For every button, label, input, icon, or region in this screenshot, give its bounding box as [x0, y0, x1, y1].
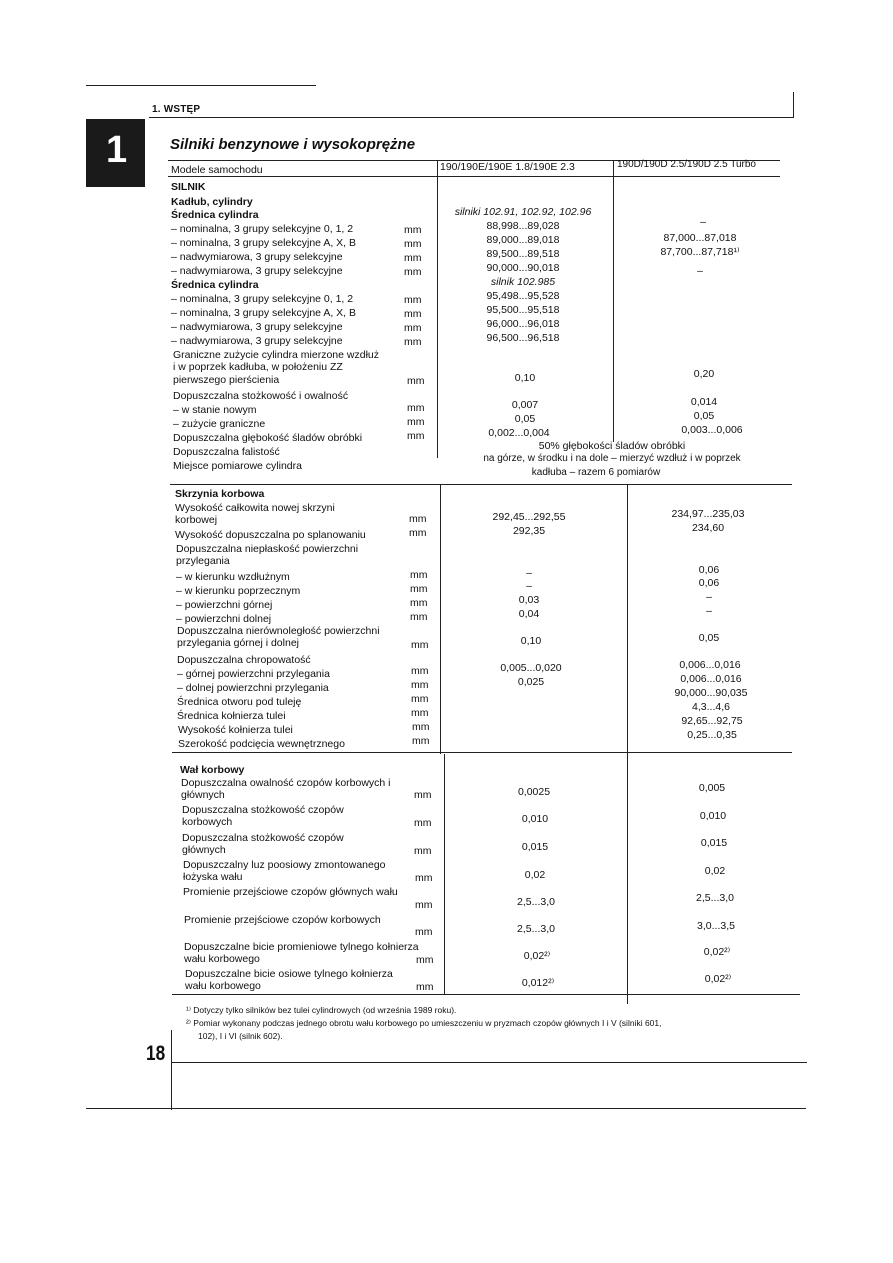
chropow-label: Dopuszczalna chropowatość — [177, 654, 311, 666]
silnik-row-unit: mm — [404, 224, 422, 236]
nowy-unit: mm — [407, 402, 425, 414]
podciecie-value-2: 0,25...0,35 — [687, 729, 737, 741]
silnik-row-unit: mm — [404, 308, 422, 320]
kolnierz-value-2: 4,3...4,6 — [692, 701, 730, 713]
wys-unit: mm — [409, 513, 427, 525]
stoz-k-label: Dopuszczalna stożkowość czopów korbowych — [182, 804, 344, 829]
plan-unit: mm — [409, 527, 427, 539]
silnik-row-label: – nadwymiarowa, 3 grupy selekcyjne — [171, 335, 343, 347]
col2-divider-2 — [627, 484, 628, 1004]
stoz-g-value-2: 0,015 — [700, 837, 728, 849]
stoz-k-value-1: 0,010 — [521, 813, 549, 825]
luz-unit: mm — [415, 872, 433, 884]
zuzycie-value-1: 0,10 — [514, 372, 536, 384]
dolna-chr-label: – dolnej powierzchni przylegania — [177, 682, 329, 694]
silnik-row-unit: mm — [404, 266, 422, 278]
glebokosc-value-1: 0,002...0,004 — [488, 427, 550, 439]
gorna-chr-unit: mm — [411, 665, 429, 677]
silnik-row-label: – nominalna, 3 grupy selekcyjne 0, 1, 2 — [171, 293, 354, 305]
header-bottom-rule — [168, 176, 780, 177]
nowy-value-1: 0,007 — [511, 399, 539, 411]
silnik-row-value-2: – — [700, 216, 706, 228]
nierown-label: Dopuszczalna nierównoległość powierzchni przylegania górnej i dolnej — [177, 625, 380, 650]
left-margin-rule — [171, 1030, 172, 1110]
owal-value-2: 0,005 — [698, 782, 726, 794]
bicie-p-label: Dopuszczalne bicie promieniowe tylnego kołnierza wału korbowego — [184, 941, 419, 966]
prom-g-value-1: 2,5...3,0 — [517, 896, 555, 908]
prom-k-value-1: 2,5...3,0 — [517, 923, 555, 935]
prom-g-label: Promienie przejściowe czopów głównych wału — [183, 886, 398, 898]
graniczne-label: – zużycie graniczne — [173, 418, 266, 430]
stoz-g-value-1: 0,015 — [521, 841, 549, 853]
poprzeczny-value-2: 0,06 — [698, 577, 720, 589]
bicie-p-unit: mm — [416, 954, 434, 966]
zuzycie-value-2: 0,20 — [693, 368, 715, 380]
silnik-row-value-1: 95,498...95,528 — [486, 290, 560, 302]
nowy-value-2: 0,014 — [690, 396, 718, 408]
stoz-k-unit: mm — [414, 817, 432, 829]
nierown-value-2: 0,05 — [698, 632, 720, 644]
kolnierz-unit: mm — [411, 707, 429, 719]
plan-value-2: 234,60 — [691, 522, 725, 534]
nowy-label: – w stanie nowym — [173, 404, 257, 416]
col1-divider-2 — [440, 484, 441, 754]
stozkowosc-label: Dopuszczalna stożkowość i owalność — [173, 390, 349, 402]
silnik-row-value-1: 89,500...89,518 — [486, 248, 560, 260]
running-header: 1. WSTĘP — [152, 104, 201, 115]
silnik-row-unit: mm — [404, 252, 422, 264]
silnik-row-unit: mm — [404, 238, 422, 250]
zuzycie-unit: mm — [407, 375, 425, 387]
wys-value-1: 292,45...292,55 — [492, 511, 566, 523]
luz-label: Dopuszczalny luz poosiowy zmontowanego łożyska wału — [183, 859, 386, 884]
footnote-2-line1: ²⁾ Pomiar wykonany podczas jednego obrotu wału korbowego po umieszczeniu w pryzmach czopów głównych I i V (silniki 601, — [186, 1018, 662, 1028]
prom-g-value-2: 2,5...3,0 — [696, 892, 734, 904]
gorna-label: – powierzchni górnej — [176, 599, 273, 611]
section-heading-silnik: SILNIK — [171, 181, 206, 193]
col1-divider-3 — [444, 754, 445, 994]
silnik-row-value-1: 96,500...96,518 — [486, 332, 560, 344]
bicie-o-unit: mm — [416, 981, 434, 993]
miejsce-value-line1: na górze, w środku i na dole – mierzyć wzdłuż i w poprzek — [483, 453, 741, 464]
graniczne-unit: mm — [407, 416, 425, 428]
kolnierz-label: Średnica kołnierza tulei — [177, 710, 286, 722]
page-title: Silniki benzynowe i wysokoprężne — [170, 136, 416, 153]
wys-kol-unit: mm — [412, 721, 430, 733]
graniczne-value-1: 0,05 — [514, 413, 536, 425]
otwor-label: Średnica otworu pod tuleję — [177, 696, 302, 708]
wzdluzny-unit: mm — [410, 569, 428, 581]
gorna-chr-value-1: 0,005...0,020 — [500, 662, 562, 674]
falistosc-value: 50% głębokości śladów obróbki — [538, 440, 686, 452]
dolna-label: – powierzchni dolnej — [176, 613, 272, 625]
header-rule — [149, 117, 794, 118]
section-rule-1 — [170, 484, 792, 485]
falistosc-label: Dopuszczalna falistość — [173, 446, 280, 458]
miejsce-label: Miejsce pomiarowe cylindra — [173, 460, 302, 472]
poprzeczny-unit: mm — [410, 583, 428, 595]
stoz-k-value-2: 0,010 — [699, 810, 727, 822]
right-margin-rule — [793, 92, 794, 118]
silnik-row-unit: mm — [404, 322, 422, 334]
silnik-row-value-2: – — [697, 265, 703, 277]
table-bottom-rule — [172, 994, 800, 995]
prom-k-unit: mm — [415, 926, 433, 938]
page-number: 18 — [146, 1042, 166, 1065]
section-heading-wal: Wał korbowy — [180, 764, 245, 776]
gorna-value-1: 0,03 — [518, 594, 540, 606]
silnik-row-value-1: 89,000...89,018 — [486, 234, 560, 246]
glebokosc-value-2: 0,003...0,006 — [681, 424, 743, 436]
section-rule-2 — [172, 752, 792, 753]
section-heading-skrzynia: Skrzynia korbowa — [175, 488, 265, 500]
silnik-row-label: Średnica cylindra — [171, 279, 259, 291]
podciecie-unit: mm — [412, 735, 430, 747]
dolna-unit: mm — [410, 611, 428, 623]
bottom-rule-2 — [86, 1108, 806, 1109]
silnik-row-value-1: 95,500...95,518 — [486, 304, 560, 316]
bottom-rule — [171, 1062, 807, 1063]
wys-label: Wysokość całkowita nowej skrzyni korbowej — [175, 502, 335, 527]
owal-value-1: 0,0025 — [517, 786, 551, 798]
silnik-row-unit: mm — [404, 336, 422, 348]
wzdluzny-value-2: 0,06 — [698, 564, 720, 576]
wys-kol-value-2: 92,65...92,75 — [681, 715, 743, 727]
wys-value-2: 234,97...235,03 — [671, 508, 745, 520]
dolna-chr-value-1: 0,025 — [517, 676, 545, 688]
column-header-190: 190/190E/190E 1.8/190E 2.3 — [440, 161, 575, 173]
silnik-row-value-1: silniki 102.91, 102.92, 102.96 — [454, 206, 592, 218]
dolna-chr-unit: mm — [411, 679, 429, 691]
bicie-o-value-2: 0,02²⁾ — [704, 973, 732, 985]
silnik-row-label: – nadwymiarowa, 3 grupy selekcyjne — [171, 265, 343, 277]
gorna-chr-value-2: 0,006...0,016 — [679, 659, 741, 671]
glebokosc-unit: mm — [407, 430, 425, 442]
podciecie-label: Szerokość podcięcia wewnętrznego — [178, 738, 345, 750]
col1-divider — [437, 160, 438, 458]
bicie-o-label: Dopuszczalne bicie osiowe tylnego kołnierza wału korbowego — [185, 968, 393, 993]
poprzeczny-value-1: – — [526, 580, 532, 592]
gorna-chr-label: – górnej powierzchni przylegania — [177, 668, 330, 680]
stoz-g-label: Dopuszczalna stożkowość czopów głównych — [182, 832, 344, 857]
silnik-row-label: – nominalna, 3 grupy selekcyjne A, X, B — [171, 307, 357, 319]
plan-label: Wysokość dopuszczalna po splanowaniu — [175, 529, 366, 541]
otwor-unit: mm — [411, 693, 429, 705]
silnik-row-unit: mm — [404, 294, 422, 306]
bicie-p-value-2: 0,02²⁾ — [703, 946, 731, 958]
graniczne-value-2: 0,05 — [693, 410, 715, 422]
bicie-p-value-1: 0,02²⁾ — [523, 950, 551, 962]
gorna-unit: mm — [410, 597, 428, 609]
subheading-kadlub: Kadłub, cylindry — [171, 196, 253, 208]
silnik-row-label: Średnica cylindra — [171, 209, 259, 221]
luz-value-2: 0,02 — [704, 865, 726, 877]
prom-k-value-2: 3,0...3,5 — [697, 920, 735, 932]
luz-value-1: 0,02 — [524, 869, 546, 881]
footnote-1: ¹⁾ Dotyczy tylko silników bez tulei cylindrowych (od września 1989 roku). — [186, 1005, 457, 1015]
nieplaskosc-label: Dopuszczalna niepłaskość powierzchni przylegania — [176, 543, 359, 568]
owal-unit: mm — [414, 789, 432, 801]
stoz-g-unit: mm — [414, 845, 432, 857]
silnik-row-value-1: 88,998...89,028 — [486, 220, 560, 232]
prom-k-label: Promienie przejściowe czopów korbowych — [184, 914, 381, 926]
column-header-190d: 190D/190D 2.5/190D 2.5 Turbo — [617, 159, 756, 170]
poprzeczny-label: – w kierunku poprzecznym — [176, 585, 301, 597]
wys-kol-label: Wysokość kołnierza tulei — [178, 724, 293, 736]
plan-value-1: 292,35 — [512, 525, 546, 537]
gorna-value-2: – — [706, 591, 712, 603]
silnik-row-value-1: 96,000...96,018 — [486, 318, 560, 330]
footnote-2-line2: 102), I i VI (silnik 602). — [198, 1031, 283, 1041]
dolna-chr-value-2: 0,006...0,016 — [680, 673, 742, 685]
glebokosc-label: Dopuszczalna głębokość śladów obróbki — [173, 432, 363, 444]
top-rule — [86, 85, 316, 86]
col2-divider — [613, 160, 614, 442]
silnik-row-value-1: 90,000...90,018 — [486, 262, 560, 274]
nierown-value-1: 0,10 — [520, 635, 542, 647]
otwor-value-2: 90,000...90,035 — [674, 687, 748, 699]
prom-g-unit: mm — [415, 899, 433, 911]
owal-label: Dopuszczalna owalność czopów korbowych i głównych — [181, 777, 391, 802]
silnik-row-value-1: silnik 102.985 — [490, 276, 556, 288]
dolna-value-2: – — [706, 605, 712, 617]
zuzycie-label: Graniczne zużycie cylindra mierzone wzdłuż i w poprzek kadłuba, w położeniu ZZ pierwszego pierścienia — [173, 349, 379, 386]
dolna-value-1: 0,04 — [518, 608, 540, 620]
miejsce-value-line2: kadłuba – razem 6 pomiarów — [531, 467, 661, 478]
silnik-row-label: – nadwymiarowa, 3 grupy selekcyjne — [171, 321, 343, 333]
wzdluzny-value-1: – — [526, 567, 532, 579]
silnik-row-label: – nadwymiarowa, 3 grupy selekcyjne — [171, 251, 343, 263]
silnik-row-value-2: 87,000...87,018 — [663, 232, 737, 244]
silnik-row-value-2: 87,700...87,718¹⁾ — [660, 246, 740, 258]
wzdluzny-label: – w kierunku wzdłużnym — [176, 571, 290, 583]
nierown-unit: mm — [411, 639, 429, 651]
silnik-row-label: – nominalna, 3 grupy selekcyjne A, X, B — [171, 237, 357, 249]
bicie-o-value-1: 0,012²⁾ — [521, 977, 555, 989]
silnik-row-label: – nominalna, 3 grupy selekcyjne 0, 1, 2 — [171, 223, 354, 235]
column-label-models: Modele samochodu — [171, 164, 263, 176]
chapter-number: 1 — [106, 129, 128, 171]
